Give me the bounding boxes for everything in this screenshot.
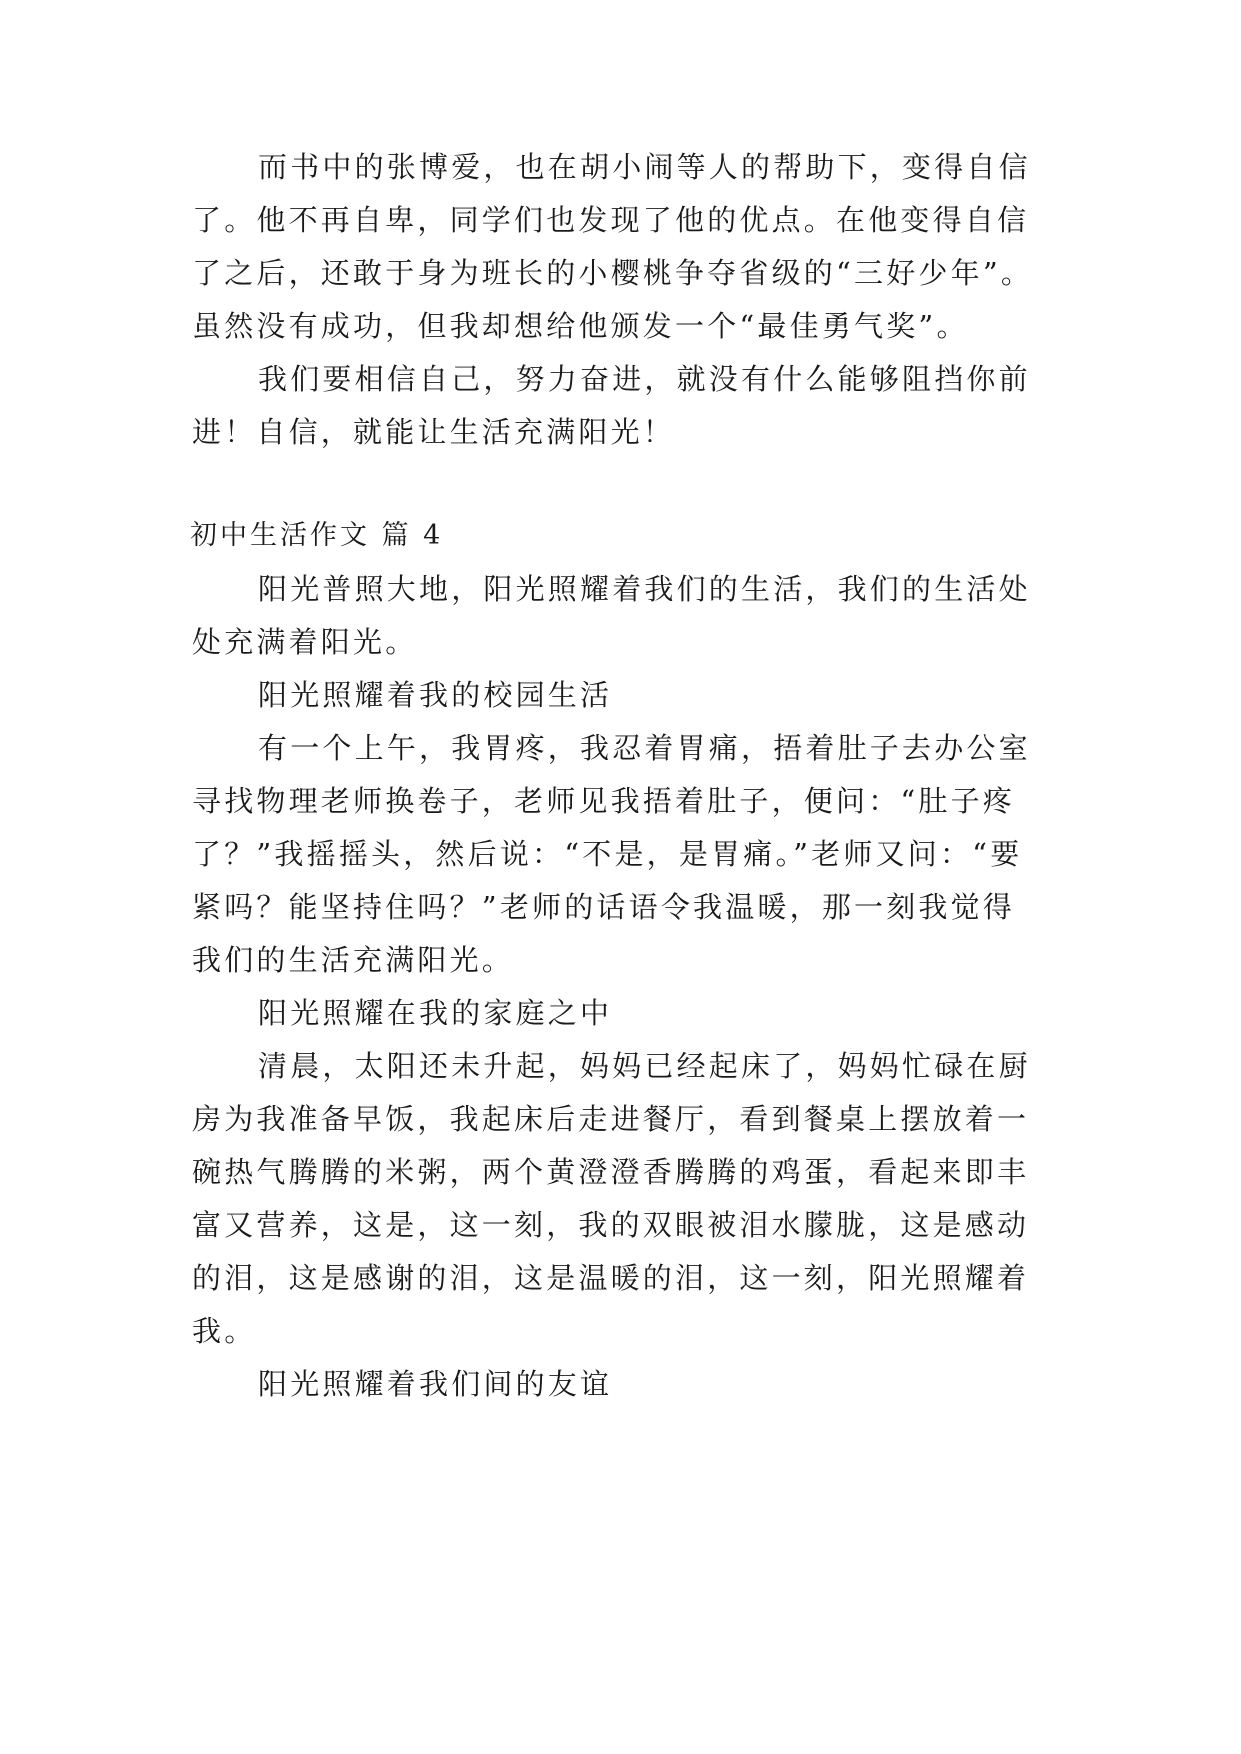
subheading-line: 阳光照耀着我的校园生活 [258,678,613,712]
paragraph-line: 了。他不再自卑，同学们也发现了他的优点。在他变得自信 [192,203,1030,237]
paragraph-line: 我们的生活充满阳光。 [192,943,515,977]
paragraph-line: 而书中的张博爱，也在胡小闹等人的帮助下，变得自信 [258,150,1031,184]
paragraph-line: 我。 [192,1314,257,1348]
paragraph-line: 清晨，太阳还未升起，妈妈已经起床了，妈妈忙碌在厨 [258,1049,1031,1083]
paragraph-line: 的泪，这是感谢的泪，这是温暖的泪，这一刻，阳光照耀着 [192,1261,1030,1295]
paragraph-line: 有一个上午，我胃疼，我忍着胃痛，捂着肚子去办公室 [258,731,1031,765]
paragraph-line: 房为我准备早饭，我起床后走进餐厅，看到餐桌上摆放着一 [192,1102,1030,1136]
paragraph-line: 紧吗？能坚持住吗？”老师的话语令我温暖，那一刻我觉得 [192,890,1016,924]
paragraph-line: 进！自信，就能让生活充满阳光！ [192,415,676,449]
paragraph-line: 碗热气腾腾的米粥，两个黄澄澄香腾腾的鸡蛋，看起来即丰 [192,1155,1030,1189]
paragraph-line: 寻找物理老师换卷子，老师见我捂着肚子，便问：“肚子疼 [192,784,1016,818]
subheading-line: 阳光照耀着我们间的友谊 [258,1367,613,1401]
paragraph-line: 阳光普照大地，阳光照耀着我们的生活，我们的生活处 [258,572,1031,606]
paragraph-line: 了？”我摇摇头，然后说：“不是，是胃痛。”老师又问：“要 [192,837,1023,871]
section-heading: 初中生活作文 篇 4 [190,520,444,551]
paragraph-line: 处充满着阳光。 [192,625,418,659]
subheading-line: 阳光照耀在我的家庭之中 [258,996,613,1030]
paragraph-line: 我们要相信自己，努力奋进，就没有什么能够阻挡你前 [258,362,1031,396]
paragraph-line: 虽然没有成功，但我却想给他颁发一个“最佳勇气奖”。 [192,309,969,343]
paragraph-line: 富又营养，这是，这一刻，我的双眼被泪水朦胧，这是感动 [192,1208,1030,1242]
paragraph-line: 了之后，还敢于身为班长的小樱桃争夺省级的“三好少年”。 [192,256,1034,290]
